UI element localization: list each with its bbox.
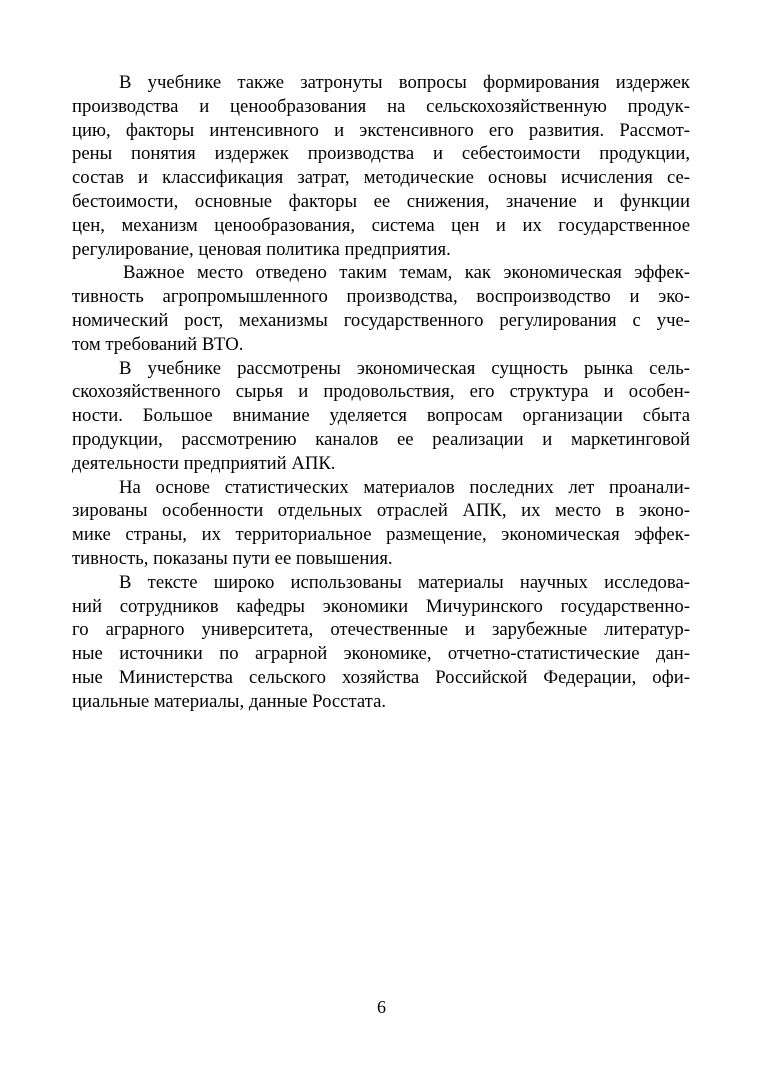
text-line: зированы особенности отдельных отраслей АПК, их место в эконо- bbox=[72, 500, 690, 522]
text-line: мике страны, их территориальное размещение, экономическая эффек- bbox=[72, 524, 690, 546]
text-line: цию, факторы интенсивного и экстенсивного его развития. Рассмот- bbox=[72, 119, 690, 141]
text-line: Важное место отведено таким темам, как экономическая эффек- bbox=[123, 262, 690, 284]
text-line: ности. Большое внимание уделяется вопросам организации сбыта bbox=[72, 405, 690, 427]
text-line: состав и классификация затрат, методические основы исчисления се- bbox=[72, 167, 690, 189]
text-line: рены понятия издержек производства и себестоимости продукции, bbox=[72, 143, 690, 165]
body-text bbox=[72, 71, 690, 714]
text-line: производства и ценообразования на сельскохозяйственную продук- bbox=[72, 95, 690, 117]
text-line: тивность агропромышленного производства, воспроизводство и эко- bbox=[72, 286, 690, 308]
text-line: ные источники по аграрной экономике, отчетно-статистические дан- bbox=[72, 643, 690, 665]
text-line: бестоимости, основные факторы ее снижения, значение и функции bbox=[72, 190, 690, 212]
text-line: го аграрного университета, отечественные и зарубежные литератур- bbox=[72, 619, 690, 641]
text-line: циальные материалы, данные Росстата. bbox=[72, 690, 387, 712]
text-line: том требований ВТО. bbox=[72, 333, 244, 355]
text-line: В тексте широко использованы материалы научных исследова- bbox=[119, 571, 690, 593]
text-line: регулирование, ценовая политика предприятия. bbox=[72, 238, 451, 260]
text-line: В учебнике рассмотрены экономическая сущность рынка сель- bbox=[119, 357, 690, 379]
text-line: деятельности предприятий АПК. bbox=[72, 452, 336, 474]
text-line: продукции, рассмотрению каналов ее реализации и маркетинговой bbox=[72, 428, 690, 450]
text-line: тивность, показаны пути ее повышения. bbox=[72, 547, 393, 569]
text-line: ные Министерства сельского хозяйства Российской Федерации, офи- bbox=[72, 666, 690, 688]
text-line: На основе статистических материалов последних лет проанали- bbox=[119, 476, 690, 498]
text-line: номический рост, механизмы государственного регулирования с уче- bbox=[72, 309, 690, 331]
text-line: цен, механизм ценообразования, система цен и их государственное bbox=[72, 214, 690, 236]
text-line: скохозяйственного сырья и продовольствия, его структура и особен- bbox=[72, 381, 690, 403]
text-line: ний сотрудников кафедры экономики Мичуринского государственно- bbox=[72, 595, 690, 617]
text-line: В учебнике также затронуты вопросы формирования издержек bbox=[119, 72, 690, 93]
page-number: 6 bbox=[377, 997, 386, 1017]
